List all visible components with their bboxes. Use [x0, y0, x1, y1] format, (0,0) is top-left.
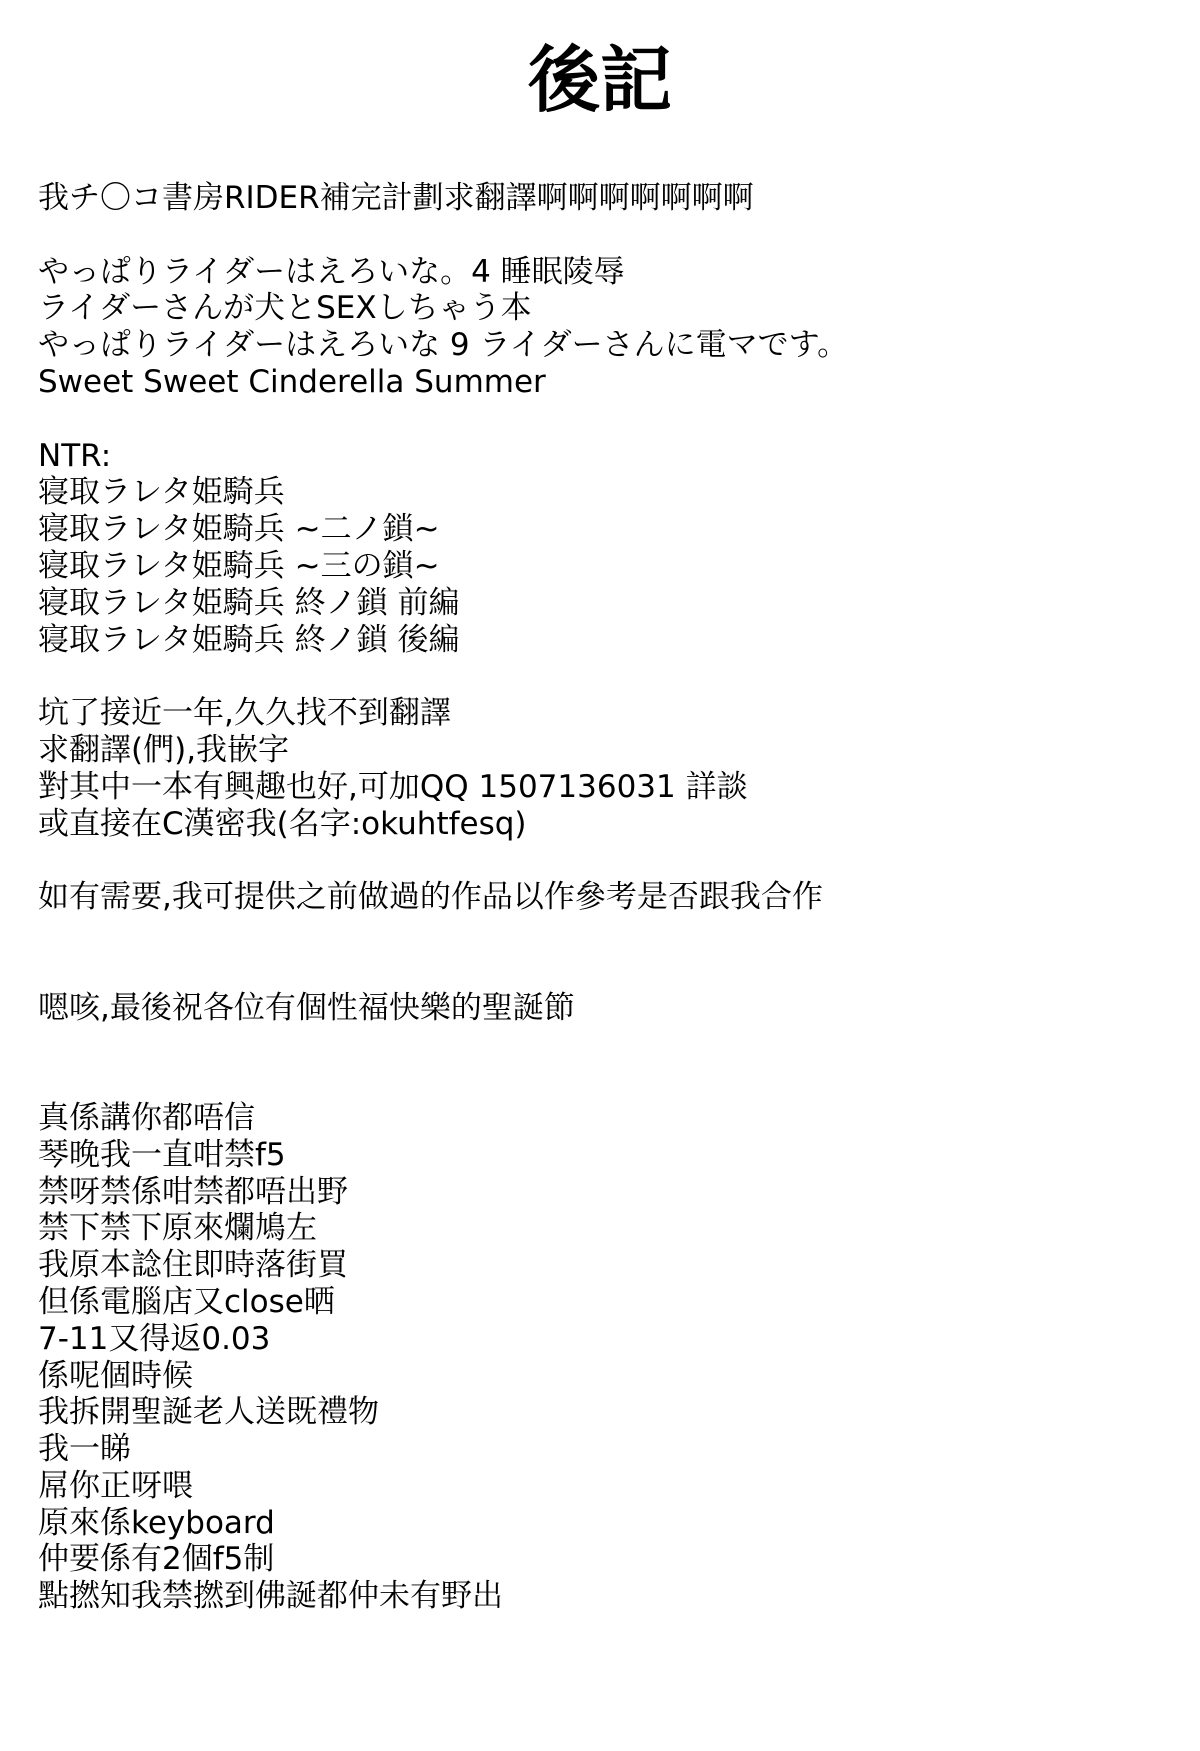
text-line: 坑了接近一年,久久找不到翻譯: [38, 695, 451, 732]
list-heading: NTR:: [38, 437, 112, 474]
text-line: 嗯咳,最後祝各位有個性福快樂的聖誕節: [38, 989, 575, 1026]
text-line: 真係講你都唔信: [38, 1099, 255, 1136]
text-line: ライダーさんが犬とSEXしちゃう本: [38, 290, 532, 327]
text-line: 寝取ラレタ姫騎兵 ~三の鎖~: [38, 547, 440, 584]
text-line: 我一睇: [38, 1431, 131, 1468]
afterword-body: [38, 180, 1158, 1615]
text-line: 或直接在C漢密我(名字:okuhtfesq): [38, 805, 527, 842]
text-line: 禁呀禁係咁禁都唔出野: [38, 1173, 348, 1210]
text-line: 但係電腦店又close晒: [38, 1283, 335, 1320]
page-title: 後記: [527, 38, 672, 122]
translation-request: [38, 180, 1158, 217]
text-line: やっぱりライダーはえろいな 9 ライダーさんに電マです。: [38, 327, 849, 364]
text-line: 係呢個時候: [38, 1357, 193, 1394]
text-line: 琴晚我一直咁禁f5: [38, 1136, 286, 1173]
text-line: 寝取ラレタ姫騎兵 ~二ノ鎖~: [38, 511, 440, 548]
text-line: 我原本諗住即時落街買: [38, 1247, 348, 1284]
text-line: 我チ〇コ書房RIDER補完計劃求翻譯啊啊啊啊啊啊啊: [38, 180, 754, 216]
text-line: 屌你正呀喂: [38, 1467, 193, 1504]
text-line: Sweet Sweet Cinderella Summer: [38, 363, 546, 400]
text-line: 對其中一本有興趣也好,可加QQ 1507136031 詳談: [38, 768, 748, 805]
recruitment-message: [38, 695, 1158, 842]
text-line: やっぱりライダーはえろいな。4 睡眠陵辱: [38, 253, 625, 290]
rider-titles-list: [38, 254, 1158, 401]
text-line: 寝取ラレタ姫騎兵: [38, 474, 285, 511]
text-line: 原來係keyboard: [38, 1504, 275, 1541]
christmas-greeting: [38, 990, 1158, 1027]
closing-story: [38, 1100, 1158, 1615]
text-line: 如有需要,我可提供之前做過的作品以作參考是否跟我合作: [38, 879, 823, 916]
text-line: 我拆開聖誕老人送既禮物: [38, 1394, 379, 1431]
text-line: 仲要係有2個f5制: [38, 1541, 275, 1578]
text-line: 求翻譯(們),我嵌字: [38, 731, 290, 768]
text-line: 7-11又得返0.03: [38, 1320, 271, 1357]
text-line: 寝取ラレタ姫騎兵 終ノ鎖 前編: [38, 584, 460, 621]
portfolio-note: [38, 879, 1158, 916]
ntr-titles-list: [38, 438, 1158, 659]
text-line: 寝取ラレタ姫騎兵 終ノ鎖 後編: [38, 621, 460, 658]
text-line: 禁下禁下原來爛鳩左: [38, 1210, 317, 1247]
text-line: 點撚知我禁撚到佛誕都仲未有野出: [38, 1578, 503, 1615]
